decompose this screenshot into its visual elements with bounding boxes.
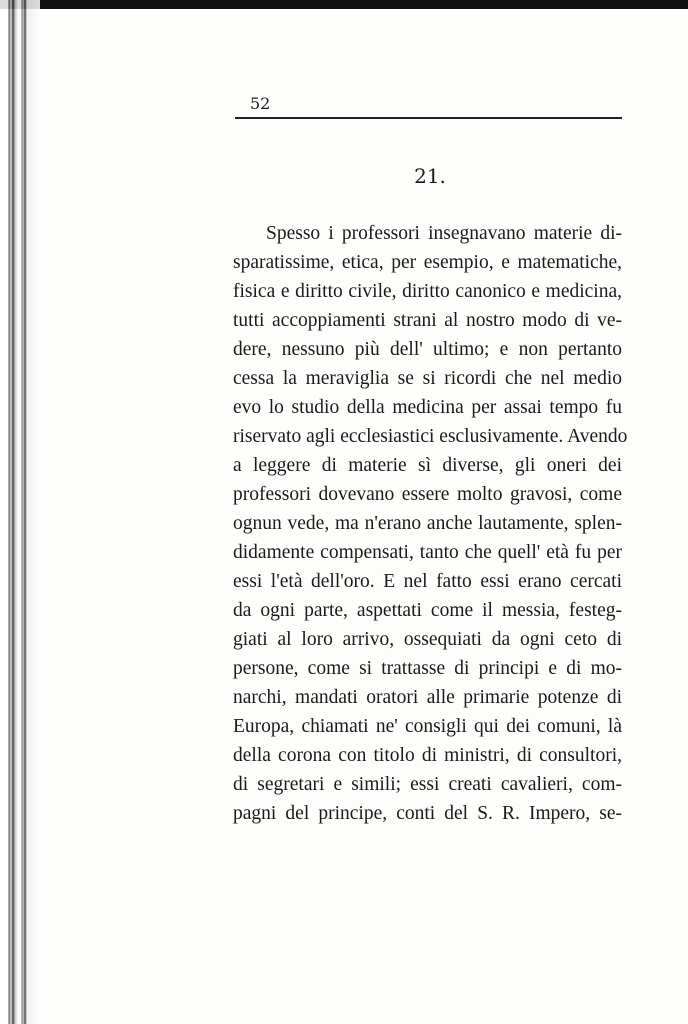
scan-top-edge	[0, 0, 688, 9]
text-line: fisica e diritto civile, diritto canonico e medicina,	[233, 281, 622, 302]
text-line: evo lo studio della medicina per assai tempo fu	[233, 397, 622, 418]
text-line: sparatissime, etica, per esempio, e matematiche,	[233, 252, 622, 273]
text-line: essi l'età dell'oro. E nel fatto essi erano cercati	[233, 571, 622, 592]
text-line: tutti accoppiamenti strani al nostro modo di ve-	[233, 310, 622, 331]
text-line: dere, nessuno più dell' ultimo; e non pertanto	[233, 339, 622, 360]
text-line: riservato agli ecclesiastici esclusivamente. Avendo	[233, 426, 628, 447]
text-line: didamente compensati, tanto che quell' età fu per	[233, 542, 622, 563]
text-line: di segretari e simili; essi creati cavalieri, com-	[233, 774, 622, 795]
text-line: a leggere di materie sì diverse, gli oneri dei	[233, 455, 622, 476]
text-line: Europa, chiamati ne' consigli qui dei comuni, là	[233, 716, 622, 737]
text-line: della corona con titolo di ministri, di consultori,	[233, 745, 622, 766]
page-number: 52	[250, 94, 271, 113]
text-line: da ogni parte, aspettati come il messia, festeg-	[233, 600, 622, 621]
text-line: narchi, mandati oratori alle primarie potenze di	[233, 687, 622, 708]
text-line: giati al loro arrivo, ossequiati da ogni ceto di	[233, 629, 622, 650]
text-line: pagni del principe, conti del S. R. Impero, se-	[233, 803, 622, 824]
book-binding-edge	[0, 0, 40, 1024]
text-line: Spesso i professori insegnavano materie di-	[266, 223, 622, 244]
chapter-number: 21.	[414, 164, 446, 188]
body-text	[233, 219, 628, 828]
text-line: ognun vede, ma n'erano anche lautamente, splen-	[233, 513, 622, 534]
text-line: professori dovevano essere molto gravosi, come	[233, 484, 622, 505]
header-rule	[235, 117, 622, 119]
text-line: cessa la meraviglia se si ricordi che nel medio	[233, 368, 622, 389]
text-line: persone, come si trattasse di principi e di mo-	[233, 658, 622, 679]
